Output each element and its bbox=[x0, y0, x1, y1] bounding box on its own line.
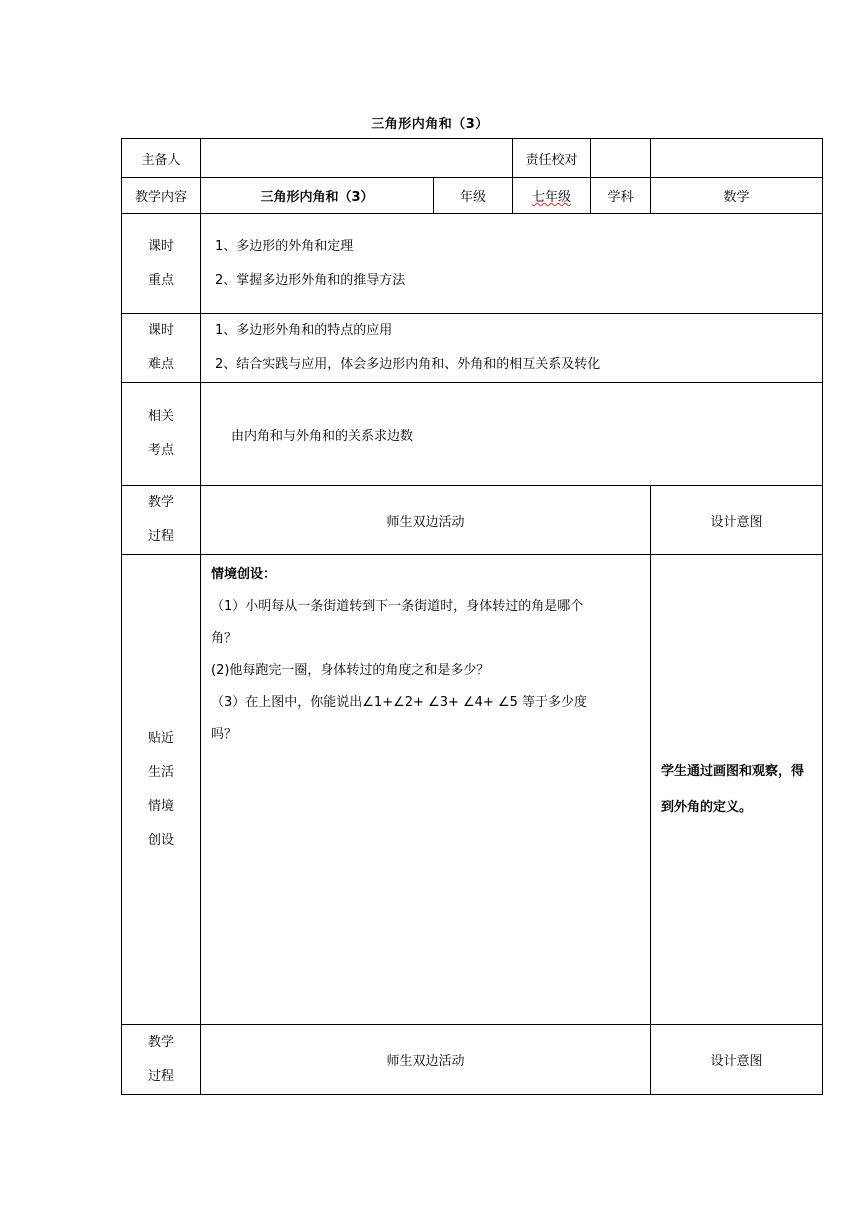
scenario-intent-line2: 到外角的定义。 bbox=[661, 799, 753, 815]
grade-value bbox=[513, 178, 591, 214]
key-points-label-line2: 重点 bbox=[147, 272, 174, 288]
scenario-row bbox=[122, 555, 823, 1025]
scenario-label-line: 创设 bbox=[147, 832, 174, 848]
header-row bbox=[122, 139, 823, 178]
key-points-label bbox=[122, 214, 201, 314]
content-value: 三角形内角和（3） bbox=[201, 178, 434, 214]
proofread-extra-cell bbox=[651, 139, 823, 178]
scenario-question: 角？ bbox=[211, 631, 238, 646]
activity-header-2: 师生双边活动 bbox=[201, 1025, 651, 1095]
subject-value: 数学 bbox=[651, 178, 823, 214]
grade-label: 年级 bbox=[434, 178, 513, 214]
exam-points-label bbox=[122, 383, 201, 486]
process-header-row-2 bbox=[122, 1025, 823, 1095]
preparer-label: 主备人 bbox=[122, 139, 201, 178]
process-label-2-line1: 教学 bbox=[147, 1034, 174, 1050]
key-points-label-line1: 课时 bbox=[147, 238, 174, 254]
difficulty-item: 2、结合实践与应用，体会多边形内角和、外角和的相互关系及转化 bbox=[215, 357, 601, 372]
difficulties-row bbox=[122, 314, 823, 383]
subject-label: 学科 bbox=[591, 178, 651, 214]
scenario-question: 吗？ bbox=[211, 727, 238, 742]
grade-value-text: 七年级 bbox=[531, 190, 571, 205]
proofread-value bbox=[591, 139, 651, 178]
intent-header: 设计意图 bbox=[651, 486, 823, 555]
process-label-line1: 教学 bbox=[147, 495, 174, 510]
scenario-label-line: 贴近 bbox=[147, 730, 174, 746]
scenario-label-line: 生活 bbox=[147, 764, 174, 780]
process-header-row bbox=[122, 486, 823, 555]
scenario-label bbox=[122, 555, 201, 1025]
intent-header-2: 设计意图 bbox=[651, 1025, 823, 1095]
scenario-question: （3）在上图中，你能说出∠1+∠2+ ∠3+ ∠4+ ∠5 等于多少度 bbox=[211, 695, 587, 710]
activity-header: 师生双边活动 bbox=[201, 486, 651, 555]
difficulties-label-line1: 课时 bbox=[147, 323, 174, 338]
process-label-2 bbox=[122, 1025, 201, 1095]
process-label bbox=[122, 486, 201, 555]
preparer-value bbox=[201, 139, 513, 178]
scenario-question: (2)他每跑完一圈，身体转过的角度之和是多少？ bbox=[211, 663, 490, 678]
exam-points-label-line1: 相关 bbox=[147, 409, 174, 424]
scenario-question: （1）小明每从一条街道转到下一条街道时，身体转过的角是哪个 bbox=[211, 599, 584, 614]
scenario-content bbox=[201, 555, 651, 1025]
proofread-label: 责任校对 bbox=[513, 139, 591, 178]
exam-points-content: 由内角和与外角和的关系求边数 bbox=[201, 383, 823, 486]
scenario-label-line: 情境 bbox=[147, 798, 174, 814]
exam-points-row bbox=[122, 383, 823, 486]
difficulties-content bbox=[201, 314, 823, 383]
content-label: 教学内容 bbox=[122, 178, 201, 214]
key-points-row bbox=[122, 214, 823, 314]
key-points-content bbox=[201, 214, 823, 314]
info-row bbox=[122, 178, 823, 214]
difficulty-item: 1、多边形外角和的特点的应用 bbox=[215, 323, 393, 338]
scenario-intent bbox=[651, 555, 823, 1025]
key-point-item: 2、掌握多边形外角和的推导方法 bbox=[215, 272, 406, 288]
process-label-2-line2: 过程 bbox=[147, 1068, 174, 1084]
difficulties-label-line2: 难点 bbox=[147, 357, 174, 372]
document-title: 三角形内角和（3） bbox=[371, 117, 489, 132]
scenario-heading: 情境创设： bbox=[211, 567, 277, 582]
difficulties-label bbox=[122, 314, 201, 383]
scenario-intent-line1: 学生通过画图和观察，得 bbox=[661, 763, 805, 779]
exam-points-label-line2: 考点 bbox=[147, 443, 174, 458]
lesson-plan-table bbox=[121, 138, 823, 1095]
process-label-line2: 过程 bbox=[147, 529, 174, 544]
key-point-item: 1、多边形的外角和定理 bbox=[215, 238, 354, 254]
